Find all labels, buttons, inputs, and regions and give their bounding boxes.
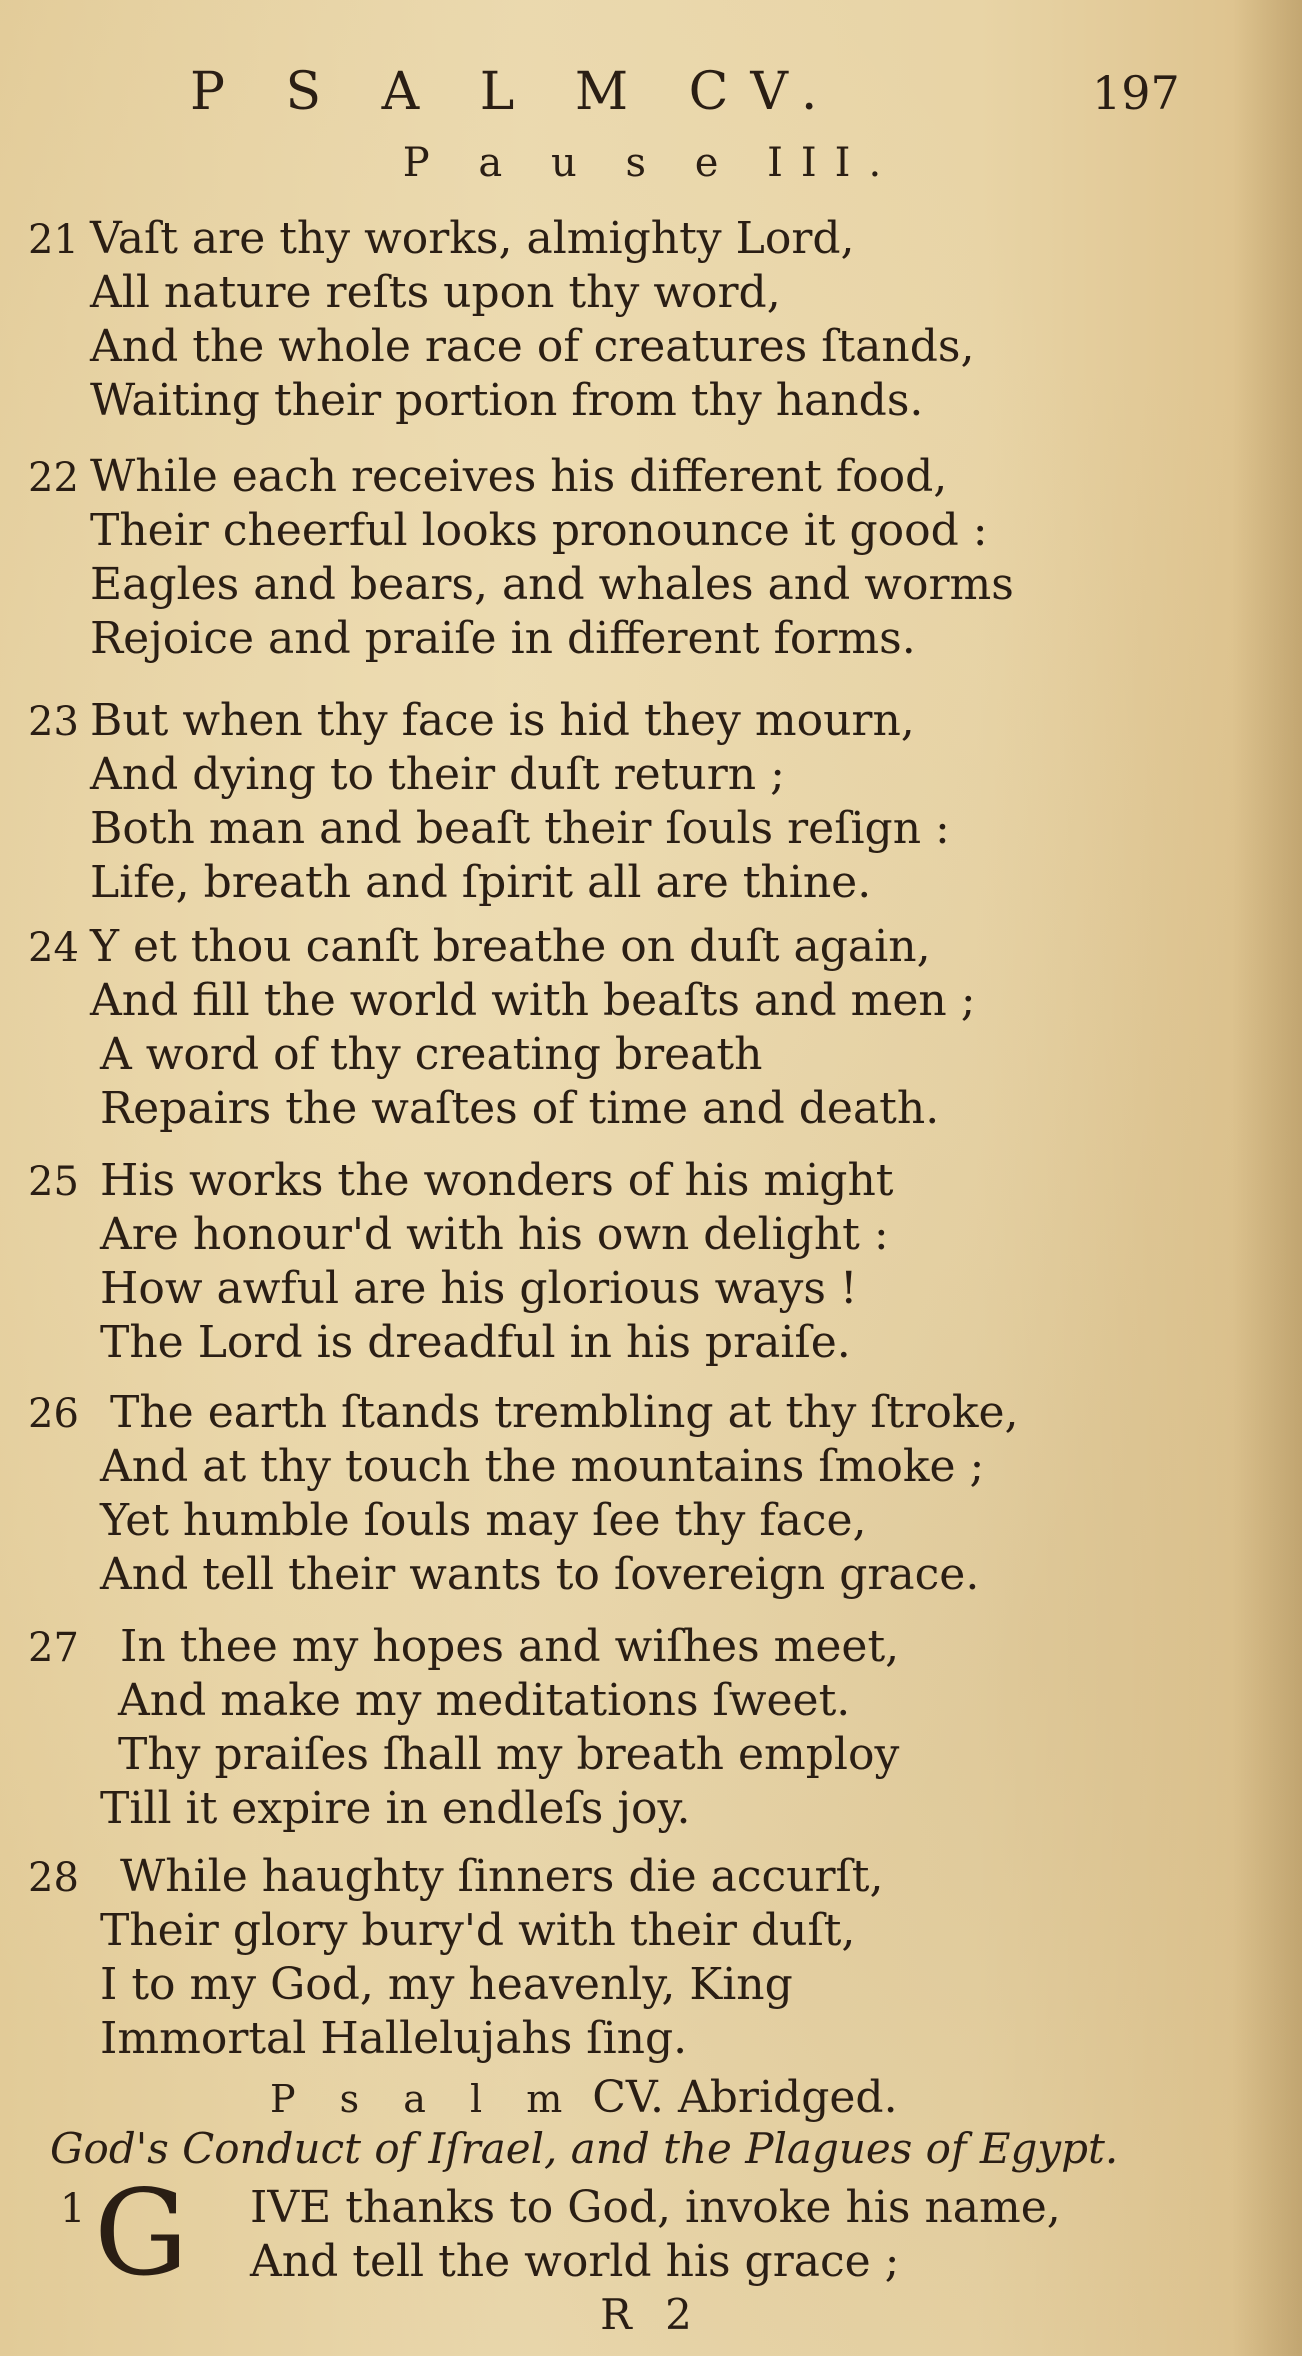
- sub-heading-note: Abridged.: [677, 2072, 898, 2123]
- verse-text: His works the wonders of his might: [100, 1155, 894, 1206]
- page-header: [0, 62, 1302, 132]
- verse-line: Their cheerful looks pronounce it good :: [90, 505, 988, 556]
- sub-heading-title: P s a l m: [270, 2077, 579, 2121]
- verse-text: But when thy face is hid they mourn,: [90, 695, 915, 746]
- stanza-25: [28, 1154, 1258, 1370]
- verse-text: While each receives his different food,: [90, 451, 948, 502]
- verse-line: [28, 920, 1258, 974]
- verse-number: 22: [28, 455, 79, 501]
- signature-mark: R 2: [600, 2290, 702, 2339]
- verse-line: [28, 1386, 1258, 1440]
- verse-line: Rejoice and praiſe in different forms.: [90, 613, 916, 664]
- verse-line: Are honour'd with his own delight :: [100, 1209, 889, 1260]
- verse-number: 23: [28, 699, 79, 745]
- stanza-21: [28, 212, 1258, 428]
- pause-heading: P a u s e III.: [402, 140, 900, 186]
- verse-number: 27: [28, 1625, 79, 1671]
- verse-number: 1: [60, 2186, 86, 2232]
- verse-text: Vaſt are thy works, almighty Lord,: [90, 213, 855, 264]
- verse-line: Eagles and bears, and whales and worms: [90, 559, 1014, 610]
- verse-line: Their glory bury'd with their duſt,: [100, 1905, 856, 1956]
- verse-line: And fill the world with beaſts and men ;: [90, 975, 976, 1026]
- stanza-28: [28, 1850, 1258, 2066]
- verse-line: [28, 212, 1258, 266]
- verse-line: How awful are his glorious ways !: [100, 1263, 858, 1314]
- stanza-24: [28, 920, 1258, 1136]
- stanza-22: [28, 450, 1258, 666]
- verse-line: Till it expire in endleſs joy.: [100, 1783, 691, 1834]
- verse-line: And the whole race of creatures ſtands,: [90, 321, 975, 372]
- verse-line: A word of thy creating breath: [100, 1029, 763, 1080]
- verse-line: Life, breath and ſpirit all are thine.: [90, 857, 872, 908]
- verse-line: Waiting their portion from thy hands.: [90, 375, 924, 426]
- verse-line: Both man and beaſt their ſouls reſign :: [90, 803, 950, 854]
- psalm-argument: God's Conduct of Iſrael, and the Plagues of Egypt.: [50, 2124, 1119, 2173]
- drop-cap: G: [94, 2164, 189, 2302]
- verse-line: The Lord is dreadful in his praiſe.: [100, 1317, 851, 1368]
- verse-line: [28, 1154, 1258, 1208]
- verse-text: While haughty ſinners die accurſt,: [120, 1851, 884, 1902]
- verse-line: And at thy touch the mountains ſmoke ;: [100, 1441, 985, 1492]
- psalm-sub-heading: [270, 2072, 898, 2123]
- verse-text: In thee my hopes and wiſhes meet,: [120, 1621, 900, 1672]
- verse-number: 21: [28, 217, 79, 263]
- verse-number: 26: [28, 1391, 79, 1437]
- verse-line: [28, 1620, 1258, 1674]
- verse-line: Thy praiſes ſhall my breath employ: [118, 1729, 900, 1780]
- verse-line: All nature reſts upon thy word,: [90, 267, 781, 318]
- sub-heading-number: CV.: [592, 2072, 664, 2123]
- verse-line: IVE thanks to God, invoke his name,: [250, 2182, 1061, 2233]
- verse-number: 24: [28, 925, 79, 971]
- running-title: P S A L M CV.: [190, 62, 840, 122]
- verse-line: [28, 694, 1258, 748]
- stanza-23: [28, 694, 1258, 910]
- verse-line: And tell the world his grace ;: [250, 2236, 900, 2287]
- verse-text: Y et thou canſt breathe on duſt again,: [90, 921, 931, 972]
- stanza-27: [28, 1620, 1258, 1836]
- verse-line: [28, 1850, 1258, 1904]
- verse-line: Yet humble ſouls may ſee thy face,: [100, 1495, 867, 1546]
- verse-line: Repairs the waſtes of time and death.: [100, 1083, 940, 1134]
- page-number: 197: [1092, 66, 1180, 120]
- verse-line: And make my meditations ſweet.: [118, 1675, 851, 1726]
- verse-text: The earth ſtands trembling at thy ſtroke,: [110, 1387, 1019, 1438]
- stanza-26: [28, 1386, 1258, 1602]
- verse-line: And tell their wants to ſovereign grace.: [100, 1549, 980, 1600]
- verse-number: 25: [28, 1159, 79, 1205]
- verse-line: And dying to their duſt return ;: [90, 749, 785, 800]
- verse-number: 28: [28, 1855, 79, 1901]
- verse-line: I to my God, my heavenly, King: [100, 1959, 793, 2010]
- verse-line: Immortal Hallelujahs ſing.: [100, 2013, 688, 2064]
- verse-line: [28, 450, 1258, 504]
